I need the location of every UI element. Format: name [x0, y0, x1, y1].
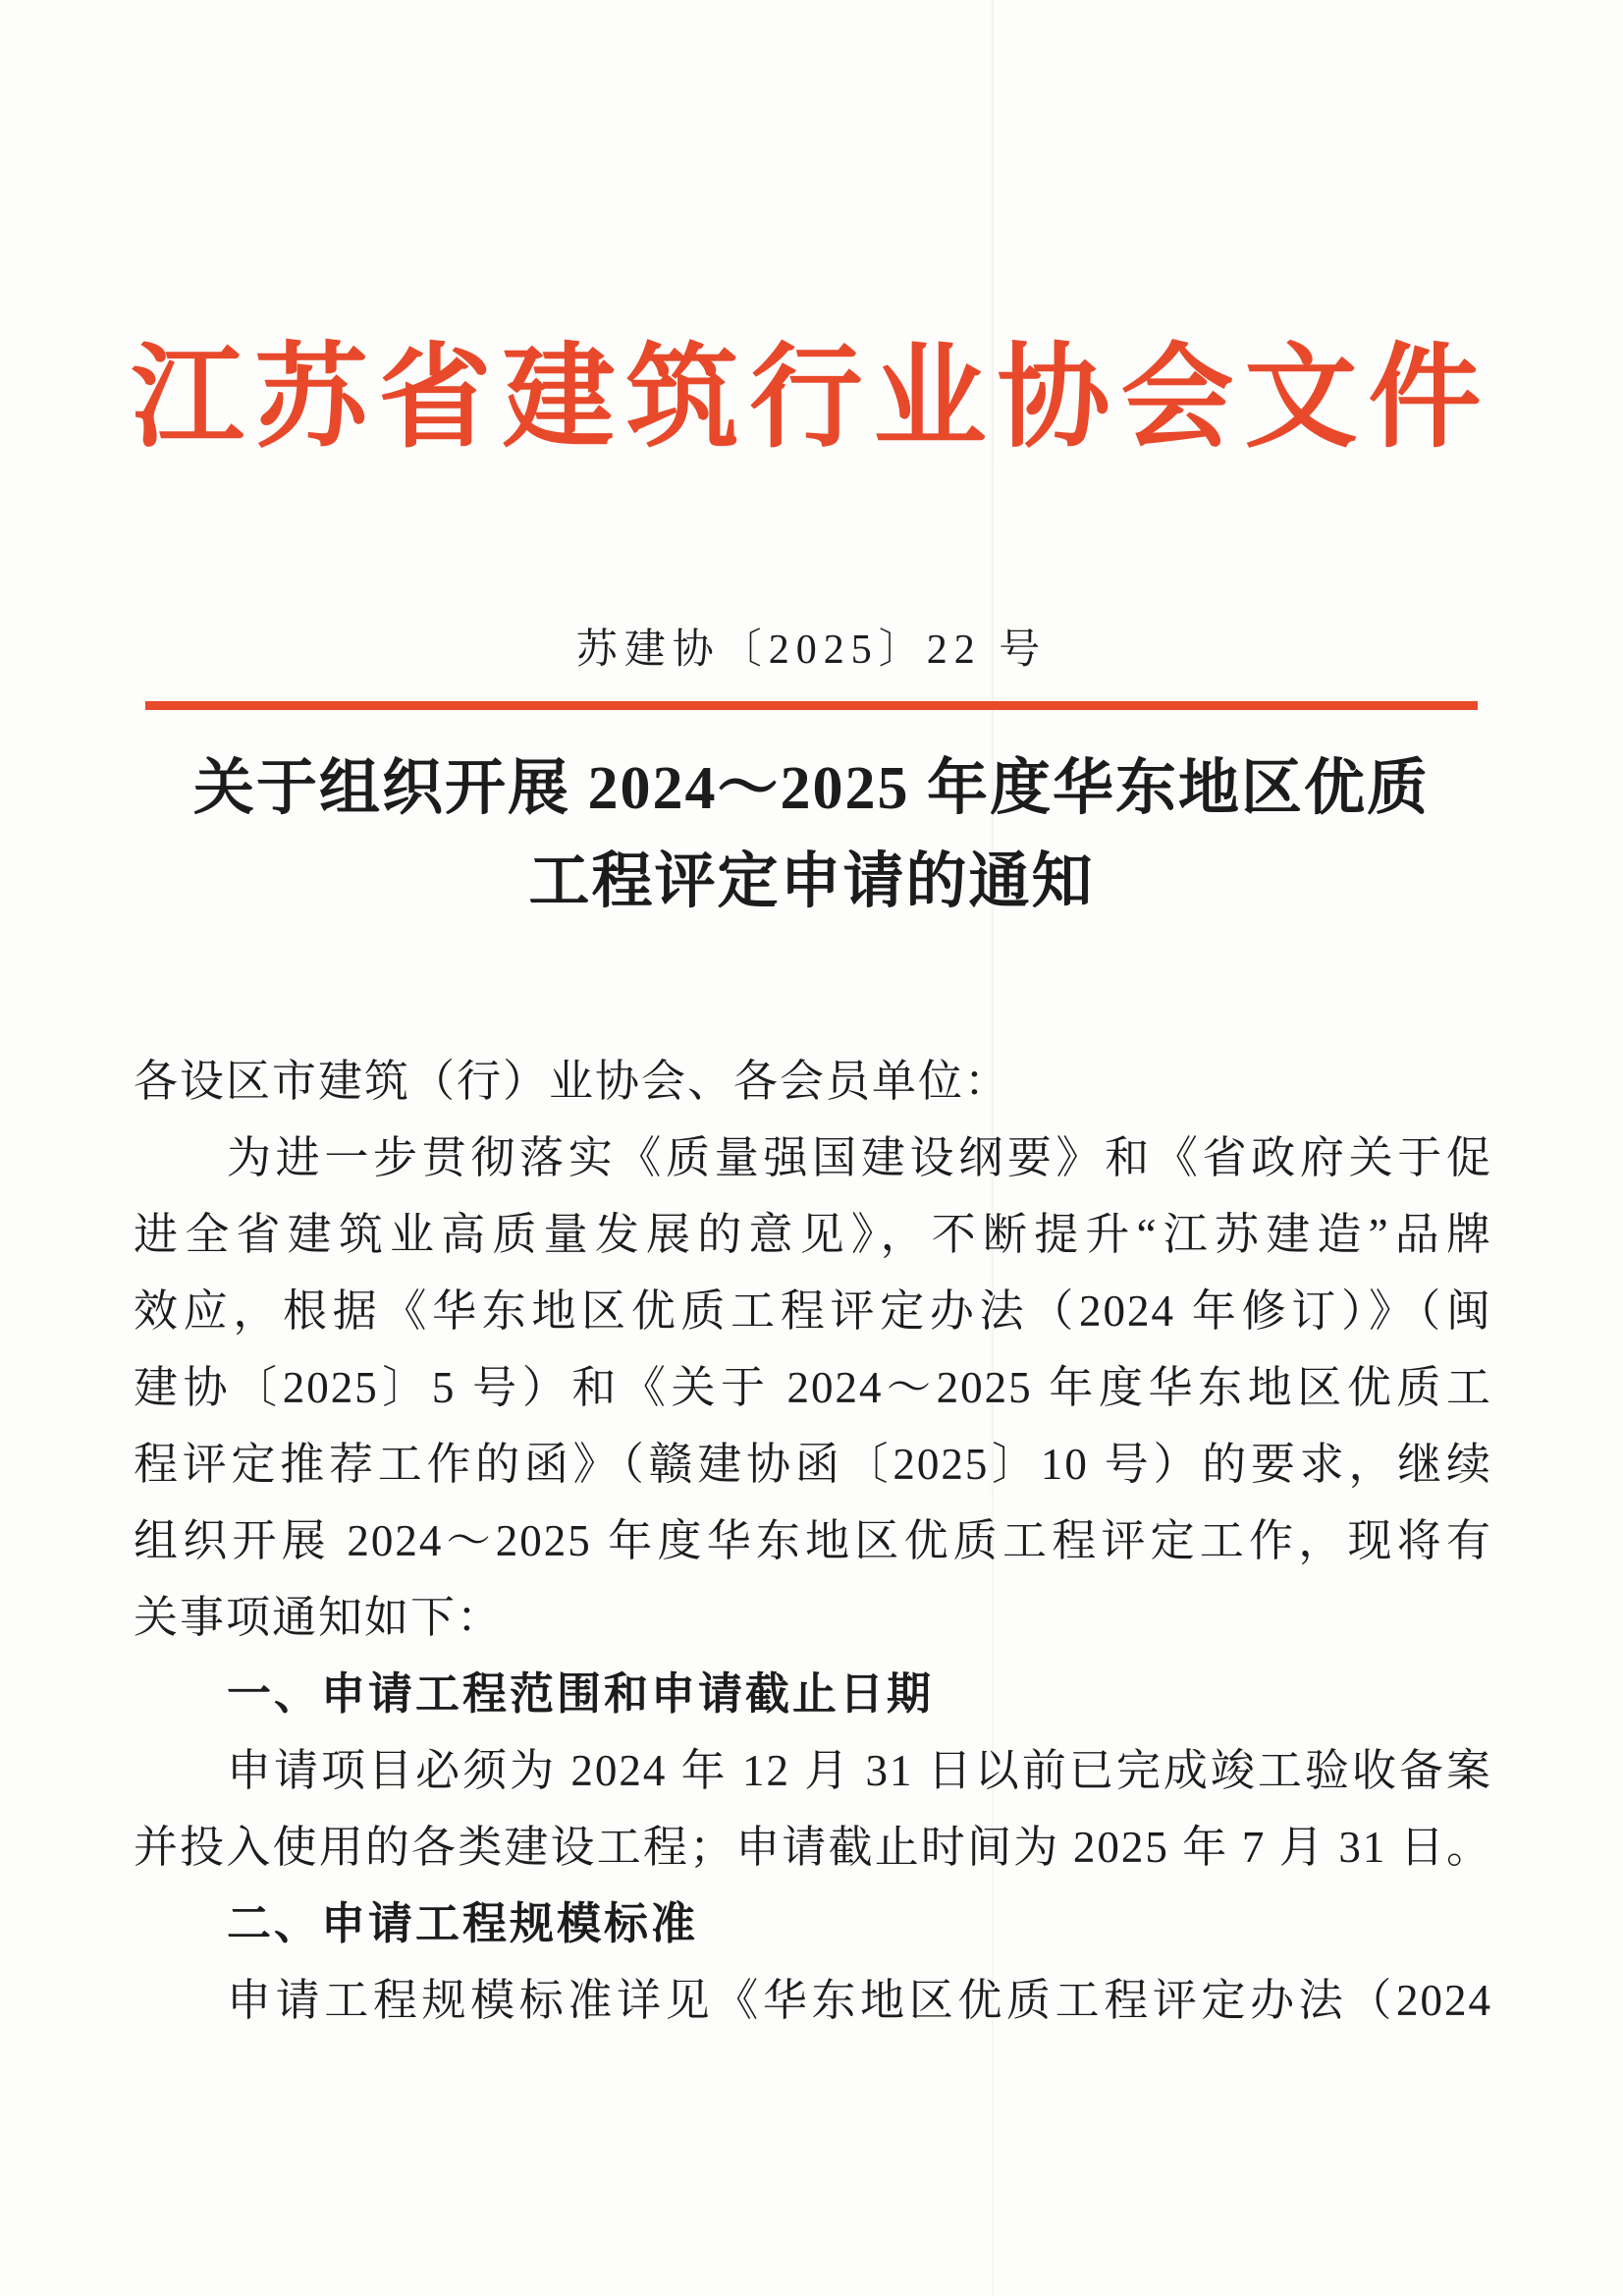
body-line: 为进一步贯彻落实《质量强国建设纲要》和《省政府关于促 [227, 1133, 1492, 1182]
body-line: 进全省建筑业高质量发展的意见》，不断提升“江苏建造”品牌 [134, 1210, 1492, 1259]
body-line: 组织开展 2024～2025 年度华东地区优质工程评定工作，现将有 [134, 1516, 1492, 1565]
masthead-title: 江苏省建筑行业协会文件 [131, 336, 1492, 461]
document-title [0, 742, 1623, 929]
section-heading: 一、申请工程范围和申请截止日期 [227, 1669, 935, 1719]
red-divider [145, 701, 1478, 710]
body-line: 建协〔2025〕5 号）和《关于 2024～2025 年度华东地区优质工 [134, 1363, 1492, 1412]
document-number: 苏建协〔2025〕22 号 [575, 628, 1048, 673]
document-title-line-1: 关于组织开展 2024～2025 年度华东地区优质 [192, 755, 1430, 822]
body-line: 效应，根据《华东地区优质工程评定办法（2024 年修订）》（闽 [134, 1286, 1492, 1336]
document-title-line-2: 工程评定申请的通知 [528, 848, 1095, 915]
body-line: 申请工程规模标准详见《华东地区优质工程评定办法（2024 [227, 1976, 1492, 2025]
document-body [134, 1043, 1492, 2039]
body-line: 程评定推荐工作的函》（赣建协函〔2025〕10 号）的要求，继续 [134, 1440, 1492, 1489]
section-heading: 二、申请工程规模标准 [227, 1899, 699, 1948]
body-line: 申请项目必须为 2024 年 12 月 31 日以前已完成竣工验收备案 [227, 1746, 1492, 1795]
body-line: 并投入使用的各类建设工程；申请截止时间为 2025 年 7 月 31 日。 [134, 1823, 1492, 1872]
body-line: 关事项通知如下： [134, 1593, 504, 1642]
body-line: 各设区市建筑（行）业协会、各会员单位： [134, 1057, 1011, 1106]
